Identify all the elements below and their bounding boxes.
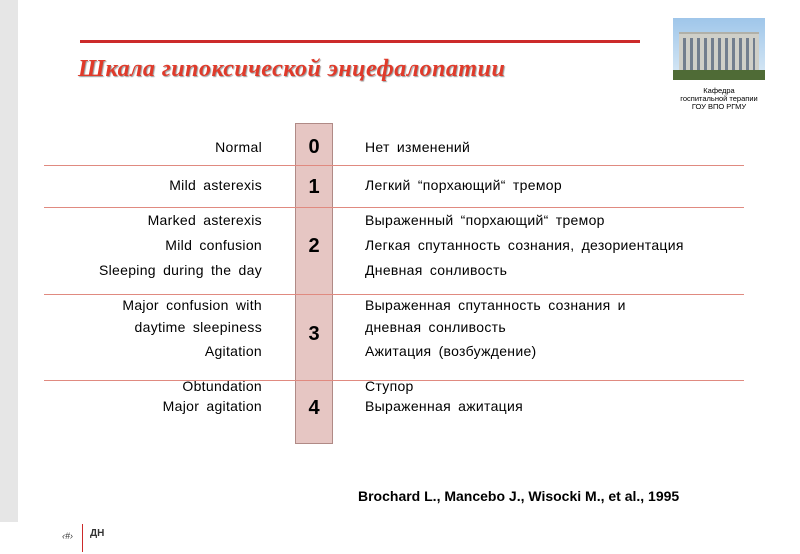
row-separator bbox=[44, 207, 744, 208]
russian-description: Дневная сонливость bbox=[365, 262, 508, 278]
department-logo bbox=[673, 18, 765, 80]
grade-number: 4 bbox=[308, 397, 320, 419]
grade-column bbox=[295, 123, 333, 444]
english-description: Obtundation bbox=[182, 378, 262, 394]
russian-description: дневная сонливость bbox=[365, 319, 506, 335]
russian-description: Выраженная спутанность сознания и bbox=[365, 297, 626, 313]
english-description: Major agitation bbox=[162, 398, 262, 414]
footer-rule bbox=[82, 524, 83, 552]
russian-description: Выраженный “порхающий“ тремор bbox=[365, 212, 605, 228]
logo-caption: Кафедра госпитальной терапии ГОУ ВПО РГМУ bbox=[680, 86, 758, 111]
page-number: ‹#› bbox=[62, 531, 73, 541]
grade-number: 0 bbox=[308, 136, 320, 158]
russian-description: Ажитация (возбуждение) bbox=[365, 343, 537, 359]
grade-number: 3 bbox=[308, 323, 320, 345]
russian-description: Легкий “порхающий“ тремор bbox=[365, 177, 562, 193]
english-description: daytime sleepiness bbox=[134, 319, 262, 335]
footer-author: ДН bbox=[90, 528, 105, 539]
russian-description: Выраженная ажитация bbox=[365, 398, 523, 414]
row-separator bbox=[44, 294, 744, 295]
citation: Brochard L., Mancebo J., Wisocki M., et al., 1995 bbox=[358, 488, 680, 504]
slide-title: Шкала гипоксической энцефалопатии bbox=[78, 56, 506, 82]
russian-description: Легкая спутанность сознания, дезориентация bbox=[365, 237, 684, 253]
english-description: Mild asterexis bbox=[169, 177, 262, 193]
english-description: Sleeping during the day bbox=[98, 262, 262, 278]
row-separator bbox=[44, 165, 744, 166]
english-description: Agitation bbox=[204, 343, 262, 359]
grade-number: 2 bbox=[308, 235, 320, 257]
title-rule bbox=[80, 40, 640, 43]
russian-description: Нет изменений bbox=[365, 139, 471, 155]
left-margin-bar bbox=[0, 0, 18, 522]
english-description: Marked asterexis bbox=[147, 212, 262, 228]
english-description: Normal bbox=[215, 139, 262, 155]
grade-number: 1 bbox=[308, 176, 320, 198]
russian-description: Ступор bbox=[365, 378, 414, 394]
english-description: Mild confusion bbox=[165, 237, 262, 253]
english-description: Major confusion with bbox=[122, 297, 262, 313]
